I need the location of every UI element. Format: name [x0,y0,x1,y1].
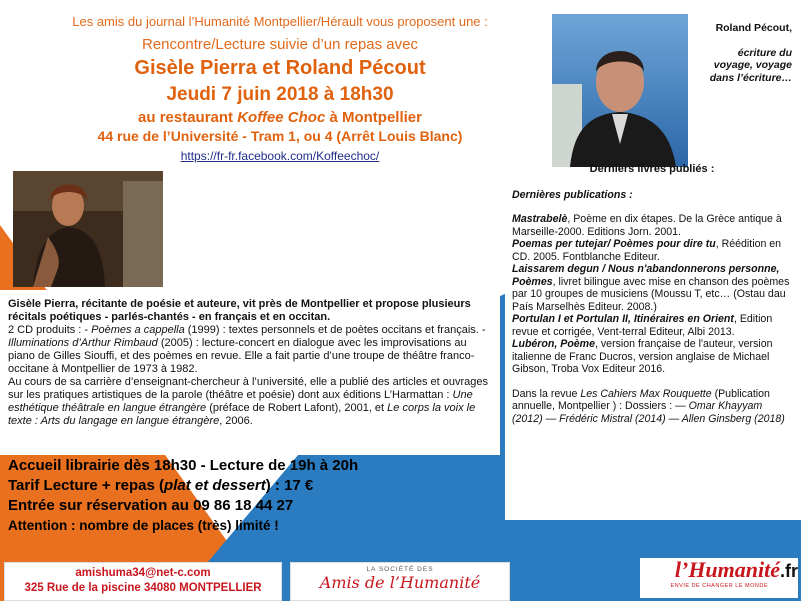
book-item: Lubéron, Poème, version française de l'auteur, version italienne de Franc Ducros, version anglaise de Michael Gibson, Troba Vox Editeur 2016. [512,338,773,375]
intro-line: Les amis du journal l’Humanité Montpellier/Hérault vous proposent une : [72,14,488,29]
book-item: Laissarem degun / Nous n'abandonnerons personne, Poèmes, livret bilingue avec mise en chanson des poèmes par 10 groupes de musiciens (Moussu T, etc… (Ostau dau País Marselhès Editeur. 2008.) [512,263,790,313]
gisele-bio: Gisèle Pierra, récitante de poésie et auteure, vit près de Montpellier et propose plusieurs récitals poétiques - parlés-chantés - en français et en occitan. 2 CD produits : - Poèmes a cappella (1999) : textes personnels et de poètes occitans et français. - Illuminations d’Arthur Rimbaud (2005) : lecture-concert en dialogue avec les improvisations au piano de Gilles Siouffi, et des poèmes en revue. Elle a fait partie d’une troupe de théâtre franco-occitane à Montpellier de 1973 à 1982. Au cours de sa carrière d’enseignant-chercheur à l’université, elle a publié des articles et ouvrages sur les pratiques artistiques de la parole (théâtre et poésie) dont aux éditions L’Harmattan : Une esthétique théâtrale en langue étrangère (préface de Robert Lafont), 2001, et Le corps la voix le texte : Arts du langage en langue étrangère, 2006. [8,298,488,427]
tarif-line: Tarif Lecture + repas (plat et dessert) : 17 € [8,477,314,494]
contact-address: 325 Rue de la piscine 34080 MONTPELLIER [24,582,262,594]
speakers-title: Gisèle Pierra et Roland Pécout [134,57,426,79]
attention-line: Attention : nombre de places (très) limité ! [8,518,279,533]
reservation-line: Entrée sur réservation au 09 86 18 44 27 [8,497,294,514]
society-logo: LA SOCIÉTÉ DES Amis de l’Humanité [290,562,510,601]
contact-box [4,562,282,601]
book-item: Poemas per tutejar/ Poèmes pour dire tu, Réédition en CD. 2005. Fontblanche Editeur. [512,238,782,263]
gisele-photo [13,171,163,287]
practical-info [8,456,428,536]
book-item: Portulan I et Portulan II, Itinéraires en Orient, Edition revue et corrigée, Vent-terral Editeur, Albi 2013. [512,313,773,338]
books-heading: Derniers livres publiés : [589,163,715,175]
roland-caption: Roland Pécout, écriture du voyage, voyage dans l’écriture… [709,22,792,84]
event-address: 44 rue de l’Université - Tram 1, ou 4 (Arrêt Louis Blanc) [97,128,463,144]
facebook-link[interactable]: https://fr-fr.facebook.com/Koffeechoc/ [180,149,380,163]
humanite-logo: l’Humanité.fr ENVIE DE CHANGER LE MONDE [640,558,798,598]
roland-photo [552,14,688,167]
books-subheading: Dernières publications : [512,188,633,201]
revue-paragraph: Dans la revue Les Cahiers Max Rouquette (Publication annuelle, Montpellier ) : Dossiers : — Omar Khayyam (2012) — Frédéric Mistral (2014) — Allen Ginsberg (2018) [512,387,785,425]
book-item: Mastrabelè, Poème en dix étapes. De la Grèce antique à Marseille-2000. Editions Jorn. 2001. [512,213,782,238]
event-type: Rencontre/Lecture suivie d’un repas avec [142,36,418,53]
accueil-line: Accueil librairie dès 18h30 - Lecture de 19h à 20h [8,457,359,474]
books-section [512,163,792,425]
contact-email[interactable]: amishuma34@net-c.com [75,567,211,579]
event-venue: au restaurant Koffee Choc à Montpellier [138,109,422,126]
event-date: Jeudi 7 juin 2018 à 18h30 [166,84,394,105]
